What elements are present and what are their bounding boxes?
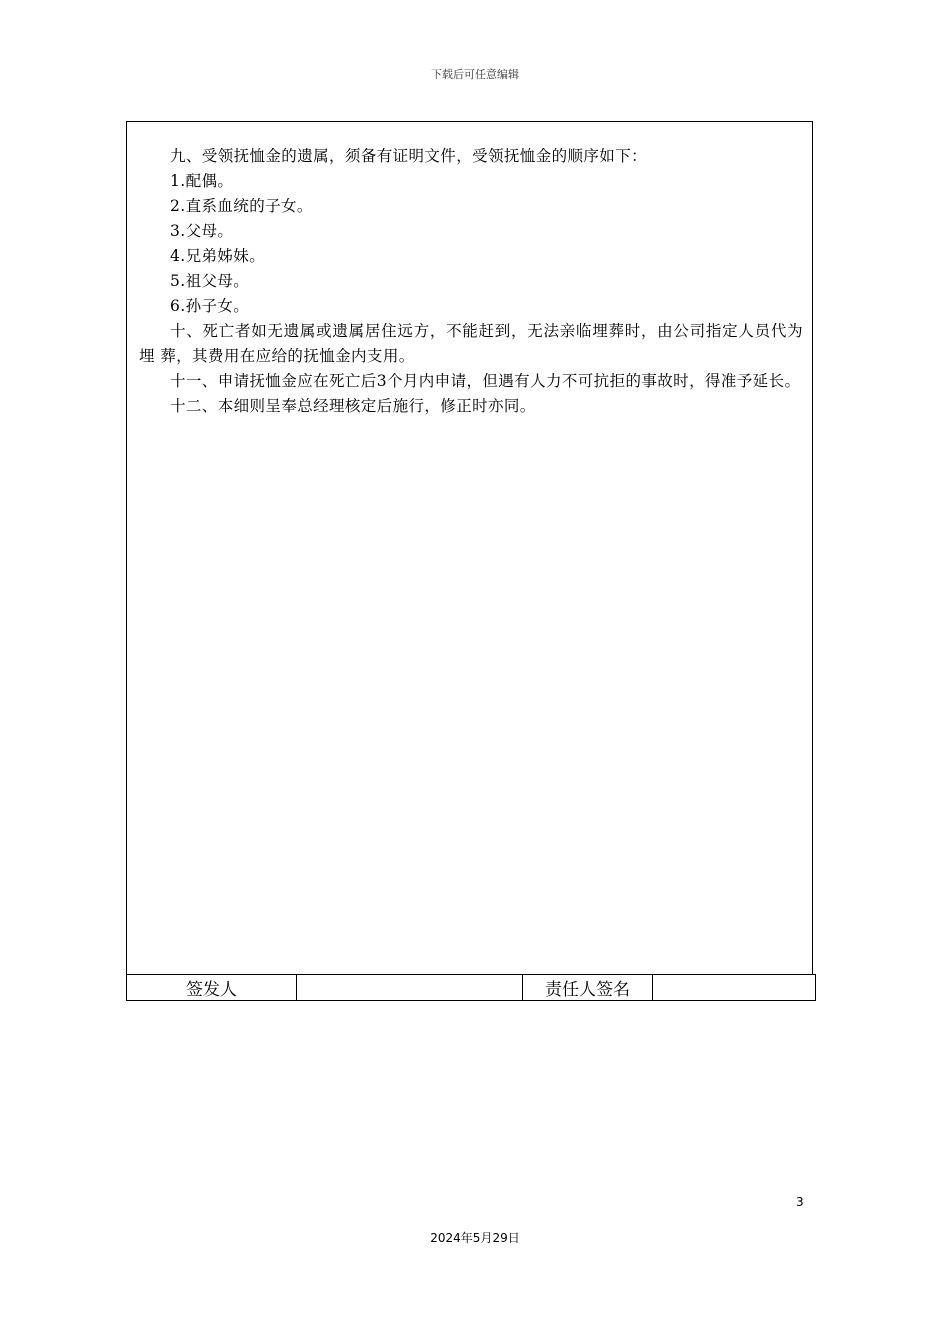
header-note: 下载后可任意编辑	[431, 68, 519, 81]
list-item-4: 4.兄弟姊妹。	[170, 247, 266, 265]
list-item-3: 3.父母。	[170, 222, 234, 240]
paragraph-9: 九、受领抚恤金的遗属，须备有证明文件，受领抚恤金的顺序如下：	[170, 147, 648, 165]
body-text	[139, 144, 803, 419]
page-number: 3	[796, 1195, 804, 1209]
issuer-field[interactable]	[297, 975, 523, 1001]
list-item-2: 2.直系血统的子女。	[170, 197, 313, 215]
responsible-label: 责任人签名	[523, 975, 653, 1001]
responsible-signature-field[interactable]	[653, 975, 816, 1001]
signature-row	[127, 975, 816, 1001]
list-item-5: 5.祖父母。	[170, 272, 250, 290]
issuer-label: 签发人	[127, 975, 297, 1001]
paragraph-11: 十一、申请抚恤金应在死亡后3个月内申请，但遇有人力不可抗拒的事故时，得准予延长。	[170, 372, 801, 390]
list-item-6: 6.孙子女。	[170, 297, 250, 315]
footer-date: 2024年5月29日	[430, 1231, 520, 1245]
list-item-1: 1.配偶。	[170, 172, 234, 190]
signature-table	[126, 974, 816, 1001]
paragraph-10: 十、死亡者如无遗属或遗属居住远方，不能赶到，无法亲临埋葬时，由公司指定人员代为埋 葬，其费用在应给的抚恤金内支用。	[139, 322, 803, 365]
paragraph-12: 十二、本细则呈奉总经理核定后施行，修正时亦同。	[170, 397, 536, 415]
content-frame	[126, 121, 813, 974]
